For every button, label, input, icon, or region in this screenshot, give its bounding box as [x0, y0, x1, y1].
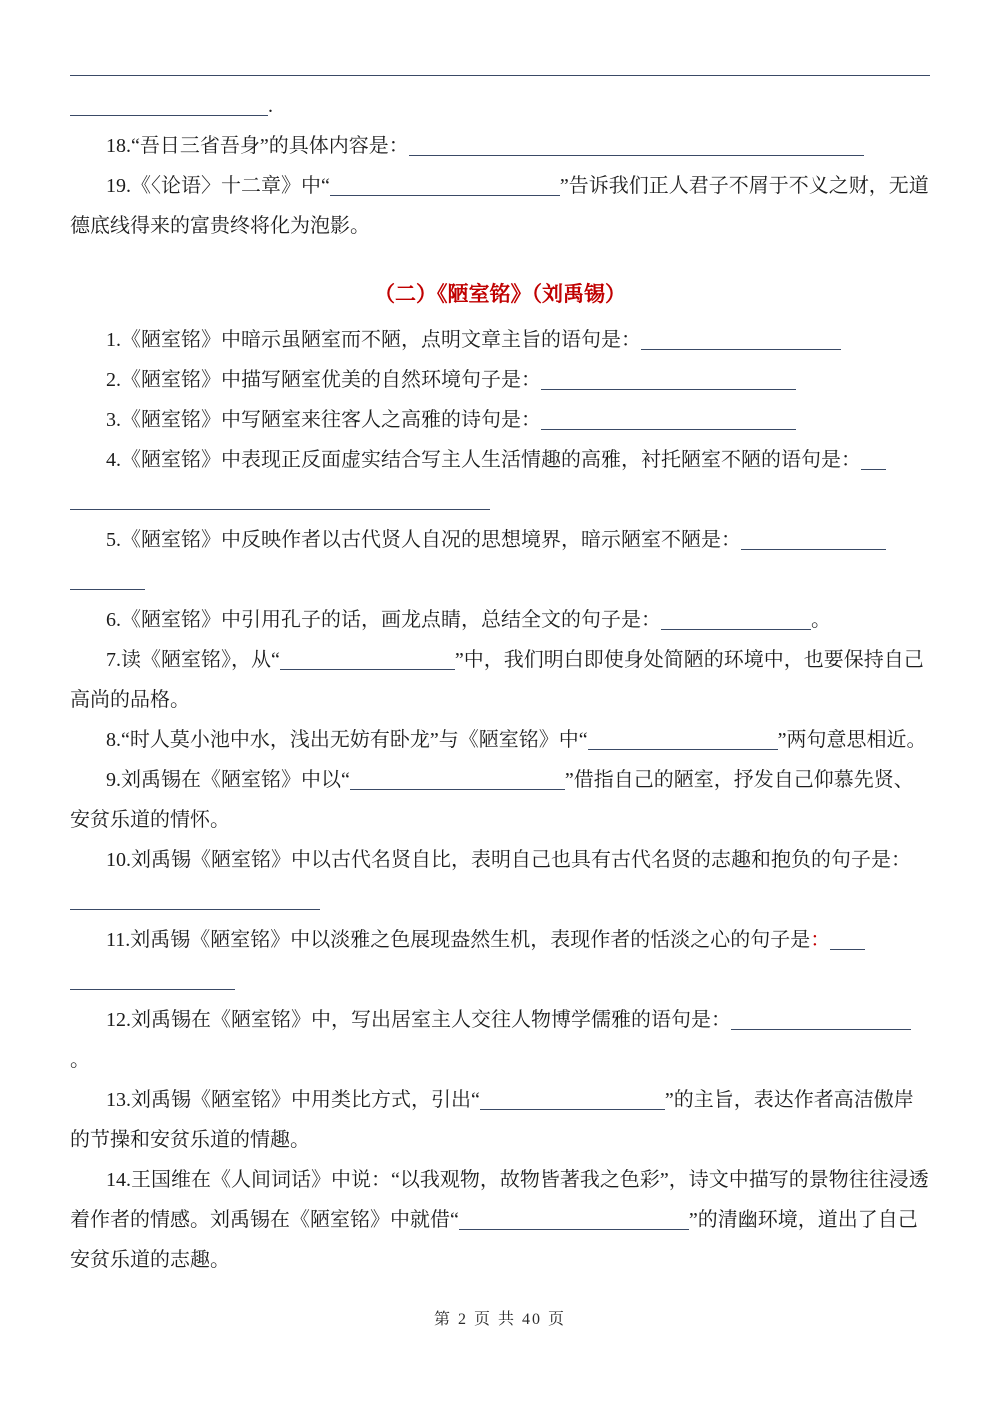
text-run: 。: [811, 609, 831, 631]
question-12: [70, 1000, 930, 1080]
text-run: 8.“时人莫小池中水，浅出无妨有卧龙”与《陋室铭》中“: [106, 729, 588, 751]
text-run: 4.《陋室铭》中表现正反面虚实结合写主人生活情趣的高雅，衬托陋室不陋的语句是：: [106, 449, 861, 471]
answer-blank: [866, 1009, 911, 1030]
answer-blank: [409, 135, 864, 156]
text-run: 19.《〈论语〉十二章》中“: [106, 175, 330, 197]
question-10: [70, 840, 930, 920]
text-run: ”告诉我们正人君子不屑于不义之财，无道德底线得来的富贵终将化为泡影。: [70, 175, 929, 237]
section-heading: [70, 274, 930, 314]
text-run: 1.《陋室铭》中暗示虽陋室而不陋，点明文章主旨的语句是：: [106, 329, 641, 351]
answer-blank: [861, 449, 886, 470]
answer-blank: [541, 369, 796, 390]
answer-blank: [588, 729, 778, 750]
answer-blank: [480, 1089, 665, 1110]
text-run: 3.《陋室铭》中写陋室来往客人之高雅的诗句是：: [106, 409, 541, 431]
continued-blank-line: [70, 46, 930, 86]
text-run: 6.《陋室铭》中引用孔子的话，画龙点睛，总结全文的句子是：: [106, 609, 661, 631]
text-run: 9.刘禹锡在《陋室铭》中以“: [106, 769, 350, 791]
text-run: 12.刘禹锡在《陋室铭》中，写出居室主人交往人物博学儒雅的语句是：: [106, 1009, 731, 1031]
answer-blank: [280, 649, 455, 670]
text-run: 7.读《陋室铭》，从“: [106, 649, 280, 671]
text-run: 。: [70, 1049, 90, 1071]
continued-blank-line: [70, 86, 930, 126]
answer-blank: [830, 929, 865, 950]
text-run: ”中，我们明白即使身处简陋的环境中，也要保持自己高尚的品格。: [70, 649, 924, 711]
text-run: ：: [810, 929, 831, 951]
answer-blank: [661, 609, 811, 630]
answer-blank: [541, 409, 796, 430]
text-run: ”的主旨，表达作者高洁傲岸的节操和安贫乐道的情趣。: [70, 1089, 914, 1151]
document-body: [70, 46, 930, 1280]
text-run: .: [268, 95, 273, 117]
question-8: [70, 720, 930, 760]
answer-blank: [70, 889, 320, 910]
answer-blank: [70, 569, 145, 590]
text-run: ”的清幽环境，道出了自己安贫乐道的志趣。: [70, 1209, 918, 1271]
text-run: 18.“吾日三省吾身”的具体内容是：: [106, 135, 409, 157]
answer-blank: [741, 529, 886, 550]
text-run: 13.刘禹锡《陋室铭》中用类比方式，引出“: [106, 1089, 480, 1111]
question-18: [70, 126, 930, 166]
answer-blank: [70, 55, 930, 76]
question-3: [70, 400, 930, 440]
question-11: [70, 920, 930, 1000]
question-19: [70, 166, 930, 246]
text-run: 10.刘禹锡《陋室铭》中以古代名贤自比，表明自己也具有古代名贤的志趣和抱负的句子是：: [106, 849, 911, 871]
answer-blank: [70, 489, 490, 510]
answer-blank: [731, 1009, 866, 1030]
answer-blank: [70, 95, 268, 116]
answer-blank: [350, 769, 565, 790]
text-run: ”借指自己的陋室，抒发自己仰慕先贤、安贫乐道的情怀。: [70, 769, 914, 831]
question-5: [70, 520, 930, 600]
answer-blank: [641, 329, 841, 350]
page-number: 第 2 页 共 40 页: [433, 1311, 566, 1328]
question-2: [70, 360, 930, 400]
text-run: （二）《陋室铭》（刘禹锡）: [374, 282, 626, 306]
question-13: [70, 1080, 930, 1160]
question-6: [70, 600, 930, 640]
text-run: 14.王国维在《人间词话》中说：“以我观物，故物皆著我之色彩”，诗文中描写的景物往往浸透着作者的情感。刘禹锡在《陋室铭》中就借“: [70, 1169, 929, 1231]
answer-blank: [330, 175, 560, 196]
text-run: 11.刘禹锡《陋室铭》中以淡雅之色展现盎然生机，表现作者的恬淡之心的句子是: [106, 929, 811, 951]
question-7: [70, 640, 930, 720]
question-14: [70, 1160, 930, 1280]
text-run: 5.《陋室铭》中反映作者以古代贤人自况的思想境界，暗示陋室不陋是：: [106, 529, 741, 551]
answer-blank: [70, 969, 235, 990]
text-run: ”两句意思相近。: [777, 729, 927, 751]
text-run: 2.《陋室铭》中描写陋室优美的自然环境句子是：: [106, 369, 541, 391]
question-4: [70, 440, 930, 520]
question-9: [70, 760, 930, 840]
answer-blank: [459, 1209, 689, 1230]
question-1: [70, 320, 930, 360]
